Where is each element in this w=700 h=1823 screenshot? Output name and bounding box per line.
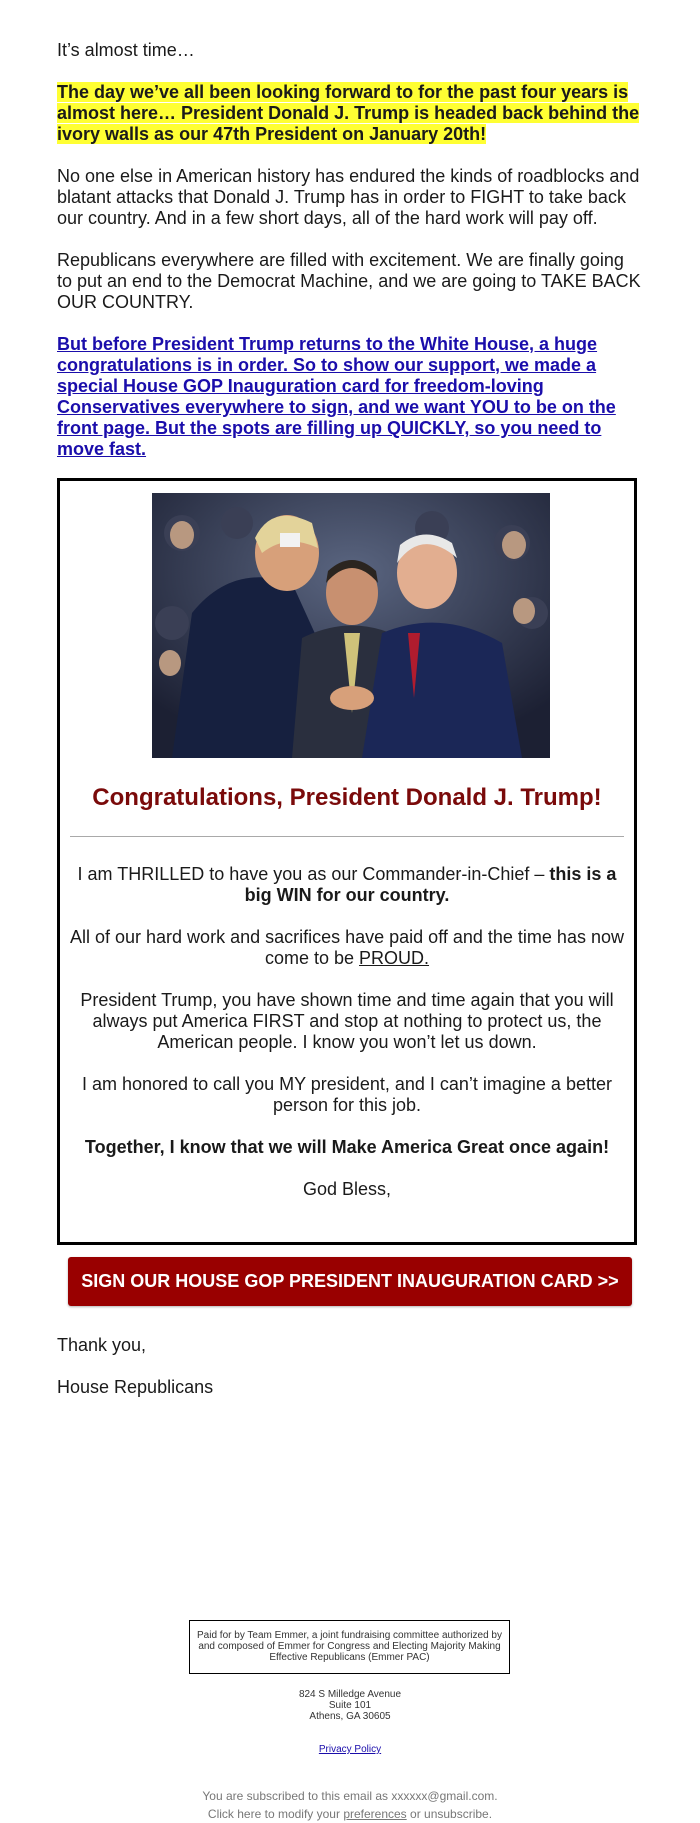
address-line: 824 S Milledge Avenue: [298, 1689, 402, 1700]
intro-text: It’s almost time…: [57, 40, 195, 60]
paragraph-republicans: Republicans everywhere are filled with excitement. We are finally going to put an end to the Democrat Machine, and we are going to TAKE BACK OUR COUNTRY.: [57, 250, 641, 312]
card-title: Congratulations, President Donald J. Trump!: [92, 784, 602, 811]
card-message: [70, 864, 624, 1221]
card-line-proud: All of our hard work and sacrifices have paid off and the time has now come to be PROUD.: [70, 927, 624, 968]
subscribed-line: You are subscribed to this email as xxxxxx@gmail.com.: [202, 1789, 498, 1803]
divider: [70, 836, 624, 837]
paid-for-disclaimer: Paid for by Team Emmer, a joint fundraising committee authorized by and composed of Emmer for Congress and Electing Majority Making Effective Republicans (Emmer PAC): [189, 1620, 510, 1674]
subscription-info: [0, 1787, 700, 1823]
card-line-together: Together, I know that we will Make America Great once again!: [84, 1137, 610, 1157]
privacy-policy-link[interactable]: Privacy Policy: [318, 1744, 382, 1755]
highlighted-announcement: The day we’ve all been looking forward to for the past four years is almost here… President Donald J. Trump is headed back behind the ivory walls as our 47th President on January 20th!: [57, 82, 640, 144]
signature: House Republicans: [57, 1377, 214, 1397]
card-link-paragraph: [57, 334, 643, 460]
privacy-section: [0, 1744, 700, 1755]
card-line-thrilled: I am THRILLED to have you as our Commander-in-Chief – this is a big WIN for our country.: [77, 864, 617, 905]
sign-card-button[interactable]: SIGN OUR HOUSE GOP PRESIDENT INAUGURATION CARD >>: [68, 1257, 632, 1306]
address-line: Suite 101: [328, 1700, 372, 1711]
modify-line: Click here to modify your preferences or unsubscribe.: [207, 1807, 493, 1821]
preferences-link[interactable]: preferences: [343, 1807, 407, 1821]
mailing-address: [0, 1689, 700, 1722]
card-line-america-first: President Trump, you have shown time and time again that you will always put America FIRST and stop at nothing to protect us, the American people. I know you won’t let us down.: [80, 990, 614, 1052]
subscribed-email: xxxxxx@gmail.com.: [391, 1789, 498, 1803]
sign-card-link[interactable]: But before President Trump returns to the White House, a huge congratulations is in order. So to show our support, we made a special House GOP Inauguration card for freedom-loving Conservatives everywhere to sign, and we want YOU to be on the front page. But the spots are filling up QUICKLY, so you need to move fast.: [57, 334, 616, 459]
card-line-god-bless: God Bless,: [302, 1179, 392, 1199]
closing-text: Thank you,: [57, 1335, 147, 1355]
card-line-my-president: I am honored to call you MY president, and I can’t imagine a better person for this job.: [82, 1074, 612, 1115]
paragraph-roadblocks: No one else in American history has endured the kinds of roadblocks and blatant attacks that Donald J. Trump has in order to FIGHT to take back our country. And in a few short days, all of the hard work will pay off.: [57, 166, 640, 228]
trump-photo[interactable]: [152, 493, 550, 758]
address-line: Athens, GA 30605: [309, 1711, 391, 1722]
inauguration-card: [57, 478, 637, 1245]
